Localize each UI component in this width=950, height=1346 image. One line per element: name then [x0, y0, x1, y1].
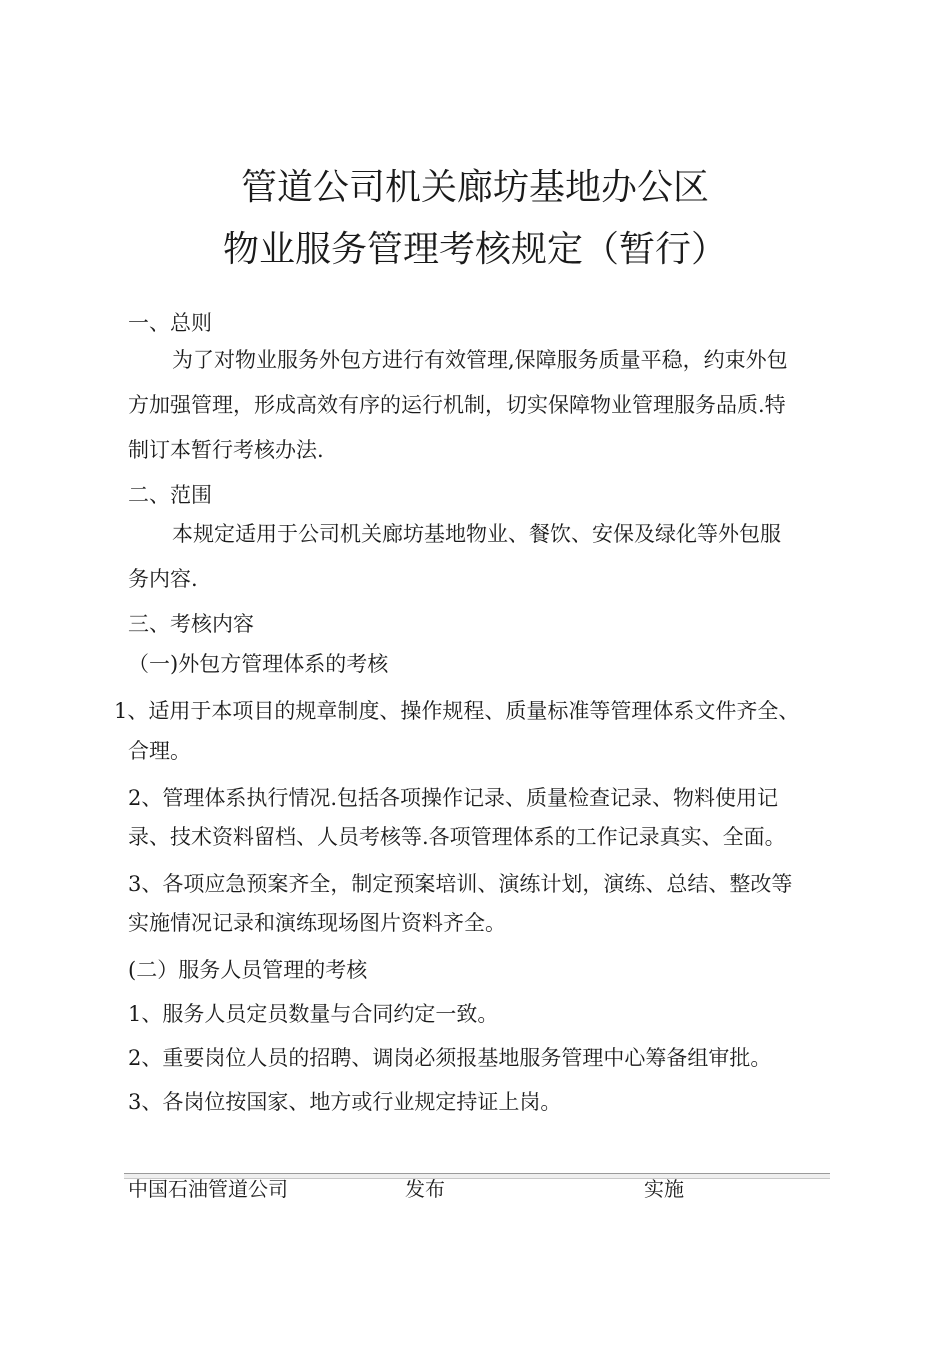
list-item-continued: 录、技术资料留档、人员考核等.各项管理体系的工作记录真实、全面。 — [128, 825, 786, 849]
section-heading-content: 三、考核内容 — [128, 612, 254, 636]
list-item: 1、服务人员定员数量与合同约定一致。 — [128, 1002, 499, 1026]
subsection-heading-1: （一)外包方管理体系的考核 — [128, 652, 389, 676]
document-title-line2: 物业服务管理考核规定（暂行） — [222, 229, 727, 270]
paragraph-line: 务内容. — [128, 567, 198, 591]
list-item: 3、各项应急预案齐全，制定预案培训、演练计划，演练、总结、整改等 — [128, 872, 793, 896]
list-item-continued: 实施情况记录和演练现场图片资料齐全。 — [128, 911, 506, 935]
section-heading-general: 一、总则 — [128, 311, 212, 335]
paragraph-line: 为了对物业服务外包方进行有效管理,保障服务质量平稳，约束外包 — [172, 348, 788, 372]
list-item: 2、重要岗位人员的招聘、调岗必须报基地服务管理中心筹备组审批。 — [128, 1046, 772, 1070]
footer-implement: 实施 — [644, 1177, 684, 1201]
list-item: 3、各岗位按国家、地方或行业规定持证上岗。 — [128, 1090, 562, 1114]
footer-publish: 发布 — [405, 1177, 445, 1201]
subsection-heading-2: (二）服务人员管理的考核 — [128, 958, 368, 982]
list-item: 1、适用于本项目的规章制度、操作规程、质量标准等管理体系文件齐全、 — [114, 699, 800, 723]
footer-issuer: 中国石油管道公司 — [128, 1177, 288, 1201]
paragraph-line: 制订本暂行考核办法. — [128, 438, 324, 462]
paragraph-line: 本规定适用于公司机关廊坊基地物业、餐饮、安保及绿化等外包服 — [172, 522, 781, 546]
document-title-line1: 管道公司机关廊坊基地办公区 — [240, 167, 709, 208]
section-heading-scope: 二、范围 — [128, 483, 212, 507]
list-item: 2、管理体系执行情况.包括各项操作记录、质量检查记录、物料使用记 — [128, 786, 779, 810]
paragraph-line: 方加强管理，形成高效有序的运行机制，切实保障物业管理服务品质.特 — [128, 393, 786, 417]
list-item-continued: 合理。 — [128, 739, 191, 763]
